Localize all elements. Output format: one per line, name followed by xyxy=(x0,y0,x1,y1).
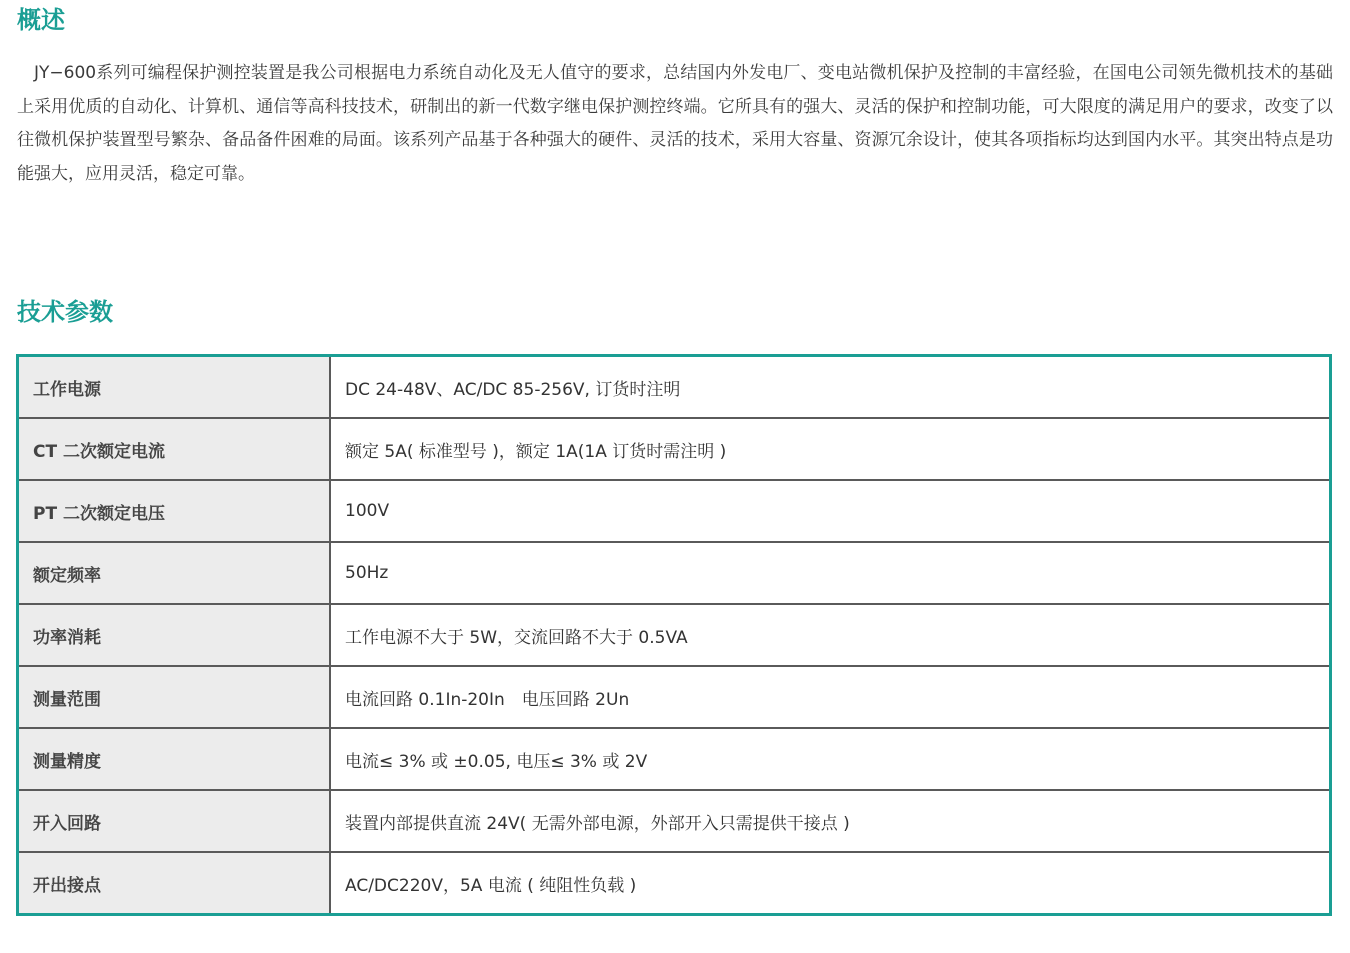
param-value: 额定 5A( 标准型号 )，额定 1A(1A 订货时需注明 ) xyxy=(330,418,1331,480)
param-label: 开入回路 xyxy=(18,790,331,852)
param-value: 电流≤ 3% 或 ±0.05, 电压≤ 3% 或 2V xyxy=(330,728,1331,790)
param-label: 额定频率 xyxy=(18,542,331,604)
param-value: 电流回路 0.1In-20In 电压回路 2Un xyxy=(330,666,1331,728)
param-label: 测量精度 xyxy=(18,728,331,790)
table-row xyxy=(18,604,1331,666)
table-row xyxy=(18,852,1331,915)
param-label: PT 二次额定电压 xyxy=(18,480,331,542)
param-value: 50Hz xyxy=(330,542,1331,604)
param-label: CT 二次额定电流 xyxy=(18,418,331,480)
overview-paragraph: JY−600系列可编程保护测控装置是我公司根据电力系统自动化及无人值守的要求，总结国内外发电厂、变电站微机保护及控制的丰富经验，在国电公司领先微机技术的基础上采用优质的自动化、计算机、通信等高科技技术，研制出的新一代数字继电保护测控终端。它所具有的强大、灵活的保护和控制功能，可大限度的满足用户的要求，改变了以往微机保护装置型号繁杂、备品备件困难的局面。该系列产品基于各种强大的硬件、灵活的技术，采用大容量、资源冗余设计，使其各项指标均达到国内水平。其突出特点是功能强大，应用灵活，稳定可靠。 xyxy=(17,63,1333,184)
table-row xyxy=(18,480,1331,542)
param-label: 功率消耗 xyxy=(18,604,331,666)
table-row xyxy=(18,728,1331,790)
table-row xyxy=(18,666,1331,728)
table-row xyxy=(18,790,1331,852)
param-value: 装置内部提供直流 24V( 无需外部电源，外部开入只需提供干接点 ) xyxy=(330,790,1331,852)
param-label: 开出接点 xyxy=(18,852,331,915)
overview-title: 概述 xyxy=(17,6,65,34)
param-value: 100V xyxy=(330,480,1331,542)
param-value: AC/DC220V，5A 电流 ( 纯阻性负载 ) xyxy=(330,852,1331,915)
table-row xyxy=(18,542,1331,604)
technical-params-table xyxy=(16,354,1332,916)
param-value: 工作电源不大于 5W，交流回路不大于 0.5VA xyxy=(330,604,1331,666)
table-row xyxy=(18,356,1331,419)
table-row xyxy=(18,418,1331,480)
technical-params-title: 技术参数 xyxy=(17,298,113,326)
param-label: 测量范围 xyxy=(18,666,331,728)
param-value: DC 24-48V、AC/DC 85-256V, 订货时注明 xyxy=(330,356,1331,419)
param-label: 工作电源 xyxy=(18,356,331,419)
